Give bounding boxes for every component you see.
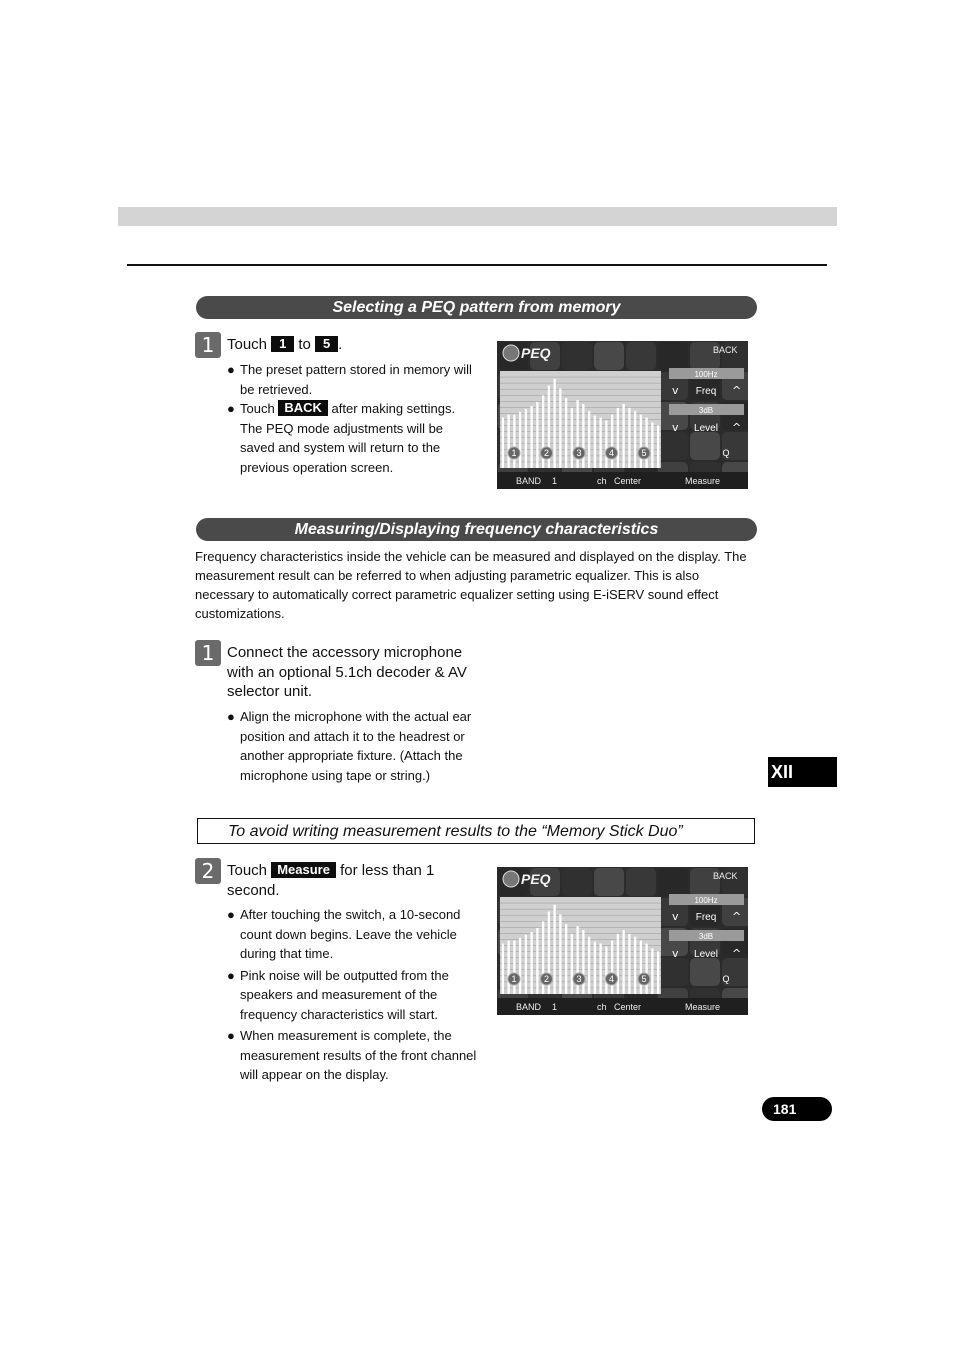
band-value: 1 [552,476,558,486]
section-header-measuring: Measuring/Displaying frequency characteristics [196,518,757,541]
back-button-label: BACK [713,871,738,881]
band-number: 4 [608,974,615,984]
level-label: Level [694,423,718,434]
step-number: 1 [195,640,221,666]
graph-bar [622,404,624,468]
q-label: Q [722,974,730,984]
graph-bar [571,408,573,468]
ch-value: Center [614,476,642,486]
band-value: 1 [552,1002,558,1012]
screen-tile [562,868,592,896]
graph-bar [634,937,636,994]
measure-key: Measure [271,862,336,878]
bullet-text: After touching the switch, a 10-second count down begins. Leave the vehicle during that time. [240,907,461,961]
graph-bar [617,934,619,994]
graph-bar [594,416,596,468]
bullet-text: Pink noise will be outputted from the speakers and measurement of the frequency characteristics will start. [240,967,449,1022]
band-number: 5 [641,448,647,458]
screen-tile [690,432,720,460]
band-number: 3 [576,974,582,984]
peq-logo-text: PEQ [521,345,551,361]
graph-bar [525,409,527,468]
band-label: BAND [516,1002,542,1012]
level-up-icon: ^ [732,947,742,960]
graph-bar [628,934,630,994]
graph-bar [634,411,636,468]
bullet-text: The preset pattern stored in memory will be retrieved. [240,362,472,397]
screen-tile [658,868,688,896]
graph-bar [536,928,538,994]
graph-bar [617,408,619,468]
period: . [338,336,343,353]
freq-up-icon: ^ [732,910,742,923]
q-label: Q [722,448,730,458]
level-value: 3dB [698,406,714,415]
level-up-icon: ^ [732,421,742,434]
graph-bar [559,914,561,994]
graph-bar [599,418,601,468]
graph-bar [525,935,527,994]
screen-tile [690,958,720,986]
touch-label: Touch [227,862,268,879]
graph-bar [530,406,532,468]
back-key: BACK [278,400,328,416]
screen-tile [626,868,656,896]
freq-down-icon: v [672,910,679,923]
freq-up-icon: ^ [732,384,742,397]
step-instruction: Connect the accessory microphone with an optional 5.1ch decoder & AV selector unit. [227,644,467,700]
bullet-item: ● After touching the switch, a 10-second count down begins. Leave the vehicle during that time. [227,907,461,961]
screen-tile [658,958,688,986]
band-number: 3 [576,448,582,458]
graph-bar [536,402,538,468]
freq-value: 100Hz [694,370,718,379]
freq-label: Freq [695,386,717,397]
measure-button-label: Measure [685,476,721,486]
graph-bar [657,425,659,468]
step-instruction [227,335,487,355]
peq-logo-text: PEQ [521,871,551,887]
level-down-icon: v [672,947,679,960]
band-number: 2 [543,974,550,984]
ch-label: ch [597,1002,607,1012]
graph-bar [502,944,504,994]
step2-bullets [227,905,477,1085]
graph-bar [530,932,532,994]
graph-bar [645,418,647,468]
graph-bar [507,415,509,468]
key-5: 5 [315,336,338,352]
screen-tile [594,868,624,896]
peq-logo-icon [503,871,519,887]
freq-down-icon: v [672,384,679,397]
boxed-subheading: To avoid writing measurement results to the “Memory Stick Duo” [197,818,755,844]
graph-bar [608,941,615,994]
bullet-text: after making settings. The PEQ mode adjustments will be saved and system will return to the previous operation screen. [240,401,456,475]
band-number: 5 [641,974,647,984]
touch-label: Touch [227,336,268,353]
graph-bar [513,941,515,994]
chapter-tab: XII [768,757,837,787]
step-text: for less than 1 second. [227,862,435,899]
screen-tile [594,342,624,370]
back-button-label: BACK [713,345,738,355]
freq-value: 100Hz [694,896,718,905]
bullet-item: ● When measurement is complete, the measurement results of the front channel will appear on the display. [227,1028,477,1082]
key-1: 1 [271,336,294,352]
step-number: 2 [195,858,221,884]
intro-paragraph: Frequency characteristics inside the vehicle can be measured and displayed on the display. The measurement result can be referred to when adjusting parametric equalizer. This is also necessary to automatically correct parametric equalizer setting using E-iSERV sound effect customizations. [195,549,747,621]
graph-bar [519,412,521,468]
graph-bar [608,415,615,468]
bullet-text: Align the microphone with the actual ear position and attach it to the headrest or another appropriate fixture. (Attach the microphone using tape or string.) [240,709,472,783]
ch-label: ch [597,476,607,486]
band-number: 1 [511,448,517,458]
screen-tile [658,342,688,370]
to-label: to [298,336,311,353]
band-number: 2 [543,448,550,458]
graph-bar [553,905,555,994]
screen-tile [658,432,688,460]
bullet-text: When measurement is complete, the measurement results of the front channel will appear on the display. [240,1028,477,1082]
graph-bar [507,941,509,994]
section-header-peq-memory: Selecting a PEQ pattern from memory [196,296,757,319]
graph-bar [588,937,590,994]
graph-bar [502,418,504,468]
ch-value: Center [614,1002,642,1012]
screen-tile [562,342,592,370]
freq-label: Freq [695,912,717,923]
graph-bar [519,938,521,994]
band-number: 4 [608,448,615,458]
peq-logo-icon [503,345,519,361]
peq-screen-image [497,341,748,489]
graph-bar [565,924,567,994]
bullet-item: ● The preset pattern stored in memory will be retrieved. [227,362,472,397]
graph-bar [628,408,630,468]
graph-bar [605,420,607,468]
graph-bar [651,948,653,994]
top-rule [127,264,827,266]
graph-bar [651,422,653,468]
graph-bar [599,944,601,994]
graph-bar [645,944,647,994]
bullet-item: ● Align the microphone with the actual ear position and attach it to the headrest or another appropriate fixture. (Attach the microphone using tape or string.) [227,709,472,783]
graph-bar [559,388,561,468]
top-gray-band [118,207,837,226]
bullet-item: ● Pink noise will be outputted from the speakers and measurement of the frequency characteristics will start. [227,967,449,1022]
graph-bar [588,411,590,468]
graph-bar [571,934,573,994]
step1-bullets [227,707,477,785]
level-value: 3dB [698,932,714,941]
level-down-icon: v [672,421,679,434]
graph-bar [553,379,555,468]
graph-bar [657,951,659,994]
step1-bullets [227,360,475,477]
touch-label: Touch [240,401,275,416]
step-instruction [227,861,489,900]
graph-bar [513,415,515,468]
peq-screen-image [497,867,748,1015]
graph-bar [640,941,642,994]
graph-bar [594,942,596,994]
graph-bar [622,930,624,994]
page-number: 181 [762,1097,832,1121]
graph-bar [565,398,567,468]
graph-bar [605,946,607,994]
screen-tile [626,342,656,370]
bullet-item: ● Touch BACK after making settings. The PEQ mode adjustments will be saved and system will return to the previous operation screen. [227,400,456,475]
level-label: Level [694,949,718,960]
band-label: BAND [516,476,542,486]
band-number: 1 [511,974,517,984]
step-number: 1 [195,332,221,358]
measure-button-label: Measure [685,1002,721,1012]
graph-bar [640,415,642,468]
